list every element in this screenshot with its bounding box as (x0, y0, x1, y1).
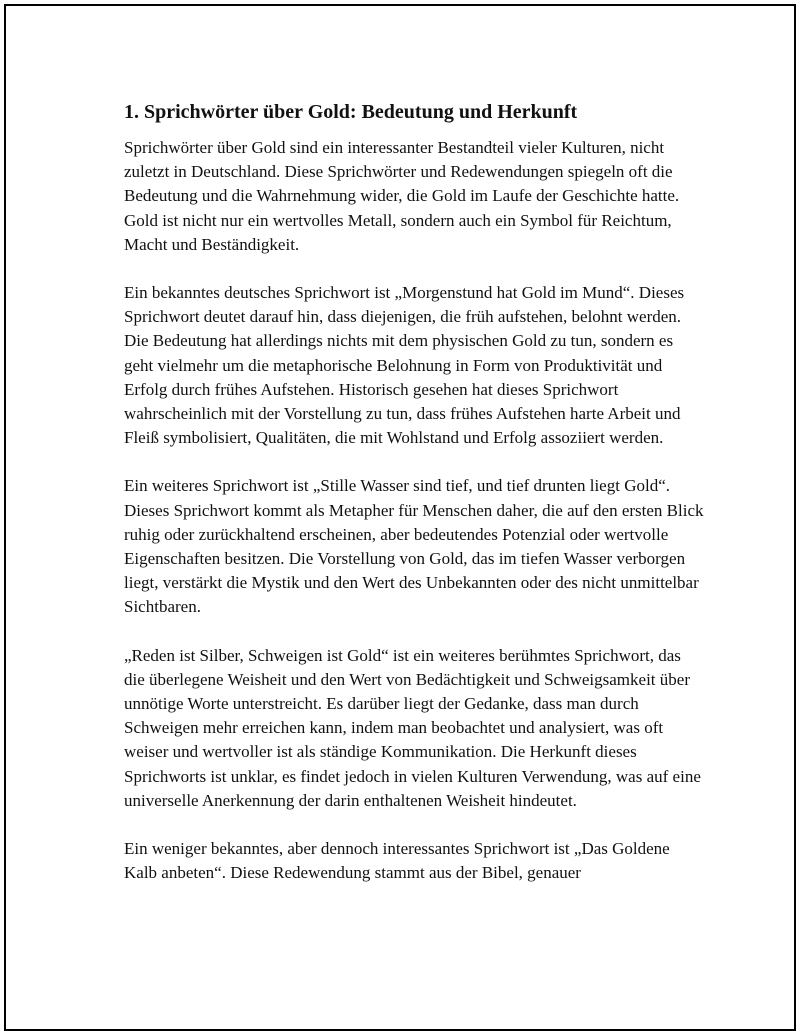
paragraph-goldene-kalb: Ein weniger bekanntes, aber dennoch interessantes Sprichwort ist „Das Goldene Kalb anbeten“. Diese Redewendung stammt aus der Bibel, genauer (124, 839, 670, 883)
paragraph-reden-silber: „Reden ist Silber, Schweigen ist Gold“ ist ein weiteres berühmtes Sprichwort, das die überlegene Weisheit und den Wert von Bedächtigkeit und Schweigsamkeit über unnötige Worte unterstreicht. Es darüber liegt der Gedanke, dass man durch Schweigen mehr erreichen kann, indem man beobachtet und analysiert, was oft weiser und wertvoller ist als ständige Kommunikation. Die Herkunft dieses Sprichworts ist unklar, es findet jedoch in vielen Kulturen Verwendung, was auf eine universelle Anerkennung der darin enthaltenen Weisheit hindeutet. (124, 645, 701, 810)
paragraph-intro: Sprichwörter über Gold sind ein interessanter Bestandteil vieler Kulturen, nicht zuletzt in Deutschland. Diese Sprichwörter und Redewendungen spiegeln oft die Bedeutung und die Wahrnehmung wider, die Gold im Laufe der Geschichte hatte. Gold ist nicht nur ein wertvolles Metall, sondern auch ein Symbol für Reichtum, Macht und Beständigkeit. (124, 138, 680, 254)
page-frame (4, 4, 796, 1031)
section-heading: 1. Sprichwörter über Gold: Bedeutung und Herkunft (124, 101, 578, 123)
paragraph-stille-wasser: Ein weiteres Sprichwort ist „Stille Wasser sind tief, und tief drunten liegt Gold“. Dieses Sprichwort kommt als Metapher für Menschen daher, die auf den ersten Blick ruhig oder zurückhaltend erscheinen, aber bedeutendes Potenzial oder wertvolle Eigenschaften besitzen. Die Vorstellung von Gold, das im tiefen Wasser verborgen liegt, verstärkt die Mystik und den Wert des Unbekannten oder des nicht unmittelbar Sichtbaren. (124, 476, 704, 617)
paragraph-morgenstund: Ein bekanntes deutsches Sprichwort ist „Morgenstund hat Gold im Mund“. Dieses Sprichwort deutet darauf hin, dass diejenigen, die früh aufstehen, belohnt werden. Die Bedeutung hat allerdings nichts mit dem physischen Gold zu tun, sondern es geht vielmehr um die metaphorische Belohnung in Form von Produktivität und Erfolg durch frühes Aufstehen. Historisch gesehen hat dieses Sprichwort wahrscheinlich mit der Vorstellung zu tun, dass frühes Aufstehen harte Arbeit und Fleiß symbolisiert, Qualitäten, die mit Wohlstand und Erfolg assoziiert werden. (124, 283, 685, 448)
document-body (124, 98, 704, 909)
